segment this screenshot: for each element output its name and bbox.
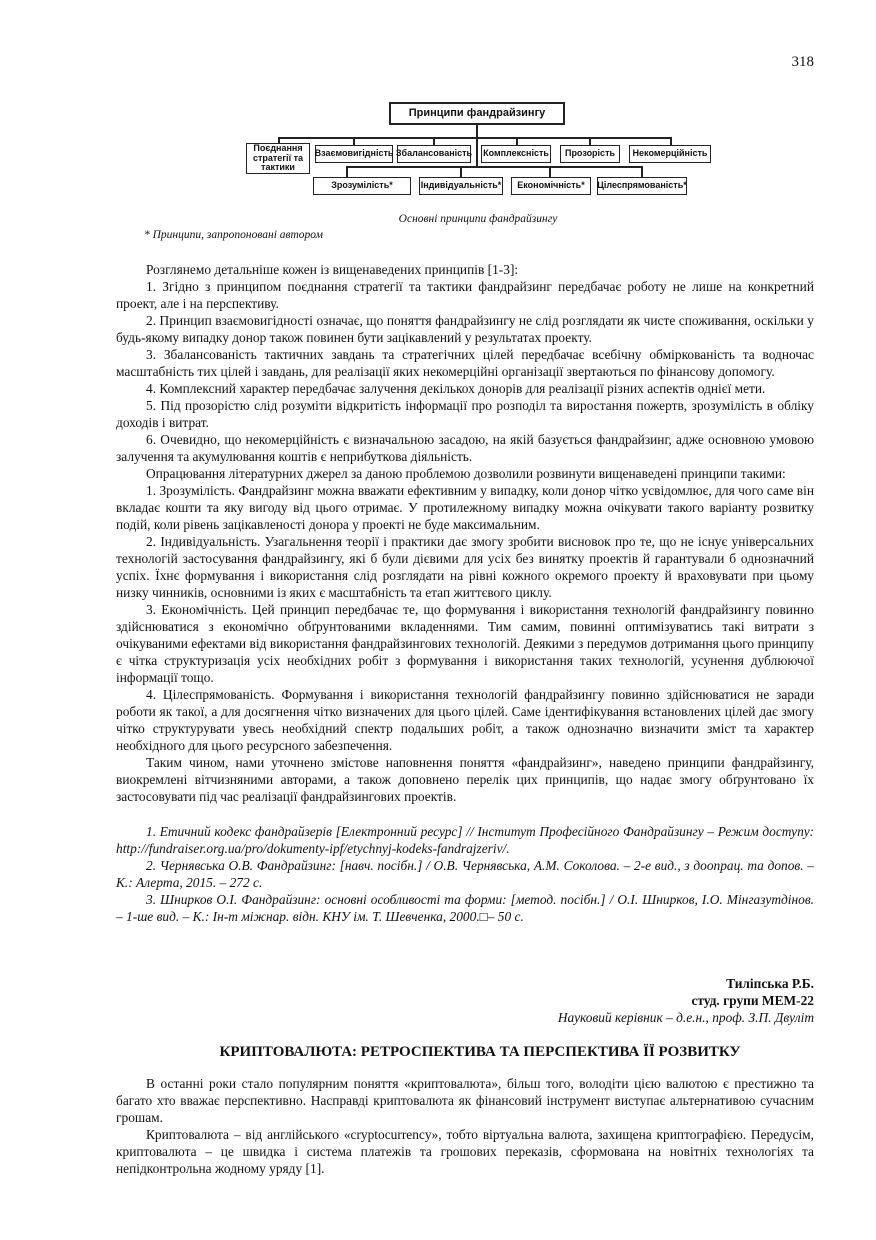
diagram-node: Прозорість <box>560 145 620 163</box>
paragraph: 6. Очевидно, що некомерційність є визначальною засадою, на якій базується фандрайзинг, адже основною умовою залучення та акумулювання коштів є неприбуткова діяльність. <box>116 432 814 464</box>
paragraph: 3. Збалансованість тактичних завдань та стратегічних цілей передбачає всебічну обміркованість та водночас масштабність тих цілей і завдань, для реалізації яких некомерційні організації звертаються по фінансову допомогу. <box>116 347 814 379</box>
author-block <box>116 975 814 1026</box>
diagram-root: Принципи фандрайзингу <box>389 102 565 125</box>
paragraph: Таким чином, нами уточнено змістове наповнення поняття «фандрайзинг», наведено принципи фандрайзингу, виокремлені вітчизняними авторами, а також доповнено перелік цих принципів, що надає змогу обґрунтовано їх застосовувати під час реалізації фандрайзингових проектів. <box>116 755 814 804</box>
diagram-connector <box>433 137 435 145</box>
diagram-connector <box>353 137 355 145</box>
paragraph: В останні роки стало популярним поняття «криптовалюта», більш того, володіти цією валютою є престижно та багато хто вважає перспективно. Насправді криптовалюта як фінансовий інструмент виступає альтернативою сучасним грошам. <box>116 1076 814 1125</box>
reference-item: 2. Чернявська О.В. Фандрайзинг: [навч. посібн.] / О.В. Чернявська, А.М. Соколова. – 2-е вид., з доопрац. та допов. – К.: Алерта, 2015. – 272 с. <box>116 858 814 890</box>
paragraph: 2. Принцип взаємовигідності означає, що поняття фандрайзингу не слід розглядати як чисте споживання, оскільки у будь-якому випадку донор також повинен бути зацікавлений у результатах проекту. <box>116 313 814 345</box>
author-name: Тиліпська Р.Б. <box>726 976 814 991</box>
diagram-connector <box>346 166 348 177</box>
figure-footnote: * Принципи, запропоновані автором <box>144 229 323 241</box>
author-group: студ. групи МЕМ-22 <box>691 993 814 1008</box>
reference-item: 1. Етичний кодекс фандрайзерів [Електронний ресурс] // Інститут Професійного Фандрайзингу – Режим доступу: http://fundraiser.org.ua/pro/dokumenty-ipf/etychnyj-kodeks-fandrajzeriv/. <box>116 824 814 856</box>
author-supervisor: Науковий керівник – д.е.н., проф. З.П. Двуліт <box>557 1010 814 1025</box>
diagram-connector <box>641 166 643 177</box>
diagram-connector <box>549 166 551 177</box>
diagram-connector <box>670 137 672 145</box>
diagram-node-proposed: Зрозумілість* <box>313 177 411 195</box>
diagram-node-proposed: Індивідуальність* <box>419 177 503 195</box>
main-text <box>116 261 814 1177</box>
diagram-node: Збалансованість <box>397 145 471 163</box>
diagram-connector <box>460 166 462 177</box>
paragraph: 5. Під прозорістю слід розуміти відкритість інформації про розподіл та виростання пожертв, зрозумілість в обліку доходів і витрат. <box>116 398 814 430</box>
paragraph: 3. Економічність. Цей принцип передбачає те, що формування і використання технологій фандрайзингу повинно здійснюватися з економічно обґрунтованими вкладеннями. Тим самим, повинні оптимізуватись такі витрати з очікуваними ефектами від використання фандрайзингових технологій. Деякими з передумов дотримання цього принципу є чітка структуризація усіх необхідних робіт з формування і використання таких технологій, усунення дублюючої інформації тощо. <box>116 602 814 685</box>
paragraph: Опрацювання літературних джерел за даною проблемою дозволили розвинути вищенаведені принципи такими: <box>146 466 786 481</box>
reference-item: 3. Шнирков О.І. Фандрайзинг: основні особливості та форми: [метод. посібн.] / О.І. Шнирков, І.О. Мінгазутдінов. – 1-ше вид. – К.: Ін-т міжнар. відн. КНУ ім. Т. Шевченка, 2000.□– 50 с. <box>116 892 814 924</box>
diagram-connector <box>476 124 478 138</box>
diagram-node: Взаємовигідність <box>315 145 393 163</box>
paragraph: Криптовалюта – від англійського «cryptocurrency», тобто віртуальна валюта, захищена криптографією. Передусім, криптовалюта – це швидка і система платежів та грошових переказів, сформована на новітніх технологіях та непідконтрольна жодному уряду [1]. <box>116 1127 814 1176</box>
paragraph: 4. Цілеспрямованість. Формування і використання технологій фандрайзингу повинно здійснюватися не заради роботи як такої, а для досягнення чітко визначених для цього цілей. Саме ідентифікування встановлених цілей дає змогу чітко структурувати увесь необхідний спектр подальших робіт, а також однозначно визначити зміст та характер необхідного для цього ресурсного забезпечення. <box>116 687 814 753</box>
diagram-node-proposed: Економічність* <box>511 177 591 195</box>
diagram-connector <box>476 137 478 167</box>
diagram-connector <box>346 166 642 168</box>
diagram-connector <box>278 137 672 139</box>
principles-diagram <box>0 0 876 220</box>
paragraph: 1. Згідно з принципом поєднання стратегії та тактики фандрайзинг передбачає роботу не лише на конкретний проект, але і на перспективу. <box>116 279 814 311</box>
article-title: КРИПТОВАЛЮТА: РЕТРОСПЕКТИВА ТА ПЕРСПЕКТИВА ЇЇ РОЗВИТКУ <box>219 1044 741 1060</box>
diagram-node: Поєднання стратегії та тактики <box>246 143 310 174</box>
diagram-node-proposed: Цілеспрямованість* <box>597 177 687 195</box>
paragraph: 2. Індивідуальність. Узагальнення теорії і практики дає змогу зробити висновок про те, що не існує універсальних технологій застосування фандрайзингу, які б були дієвими для усіх без винятку проектів й гарантували б однозначний успіх. Їхнє формування і використання слід розглядати на рівні кожного окремого проекту й враховувати при цьому низку чинників, основними із яких є масштабність та етап життєвого циклу. <box>116 534 814 600</box>
diagram-node: Комплексність <box>481 145 551 163</box>
paragraph: Розглянемо детальніше кожен із вищенаведених принципів [1-3]: <box>146 262 519 277</box>
page-number: 318 <box>791 54 814 70</box>
references <box>116 823 814 925</box>
diagram-connector <box>589 137 591 145</box>
diagram-connector <box>516 137 518 145</box>
paragraph: 1. Зрозумілість. Фандрайзинг можна вважати ефективним у випадку, коли донор чітко усвідомлює, для чого саме він вкладає кошти та яку вигоду від цього отримає. У протилежному випадку можна очікувати такого варіанту розвитку подій, коли рівень зацікавленості донора у проекті не буде максимальним. <box>116 483 814 532</box>
figure-caption: Основні принципи фандрайзингу <box>398 213 558 225</box>
paragraph: 4. Комплексний характер передбачає залучення декількох донорів для реалізації різних аспектів однієї мети. <box>146 381 766 396</box>
diagram-node: Некомерційність <box>629 145 711 163</box>
